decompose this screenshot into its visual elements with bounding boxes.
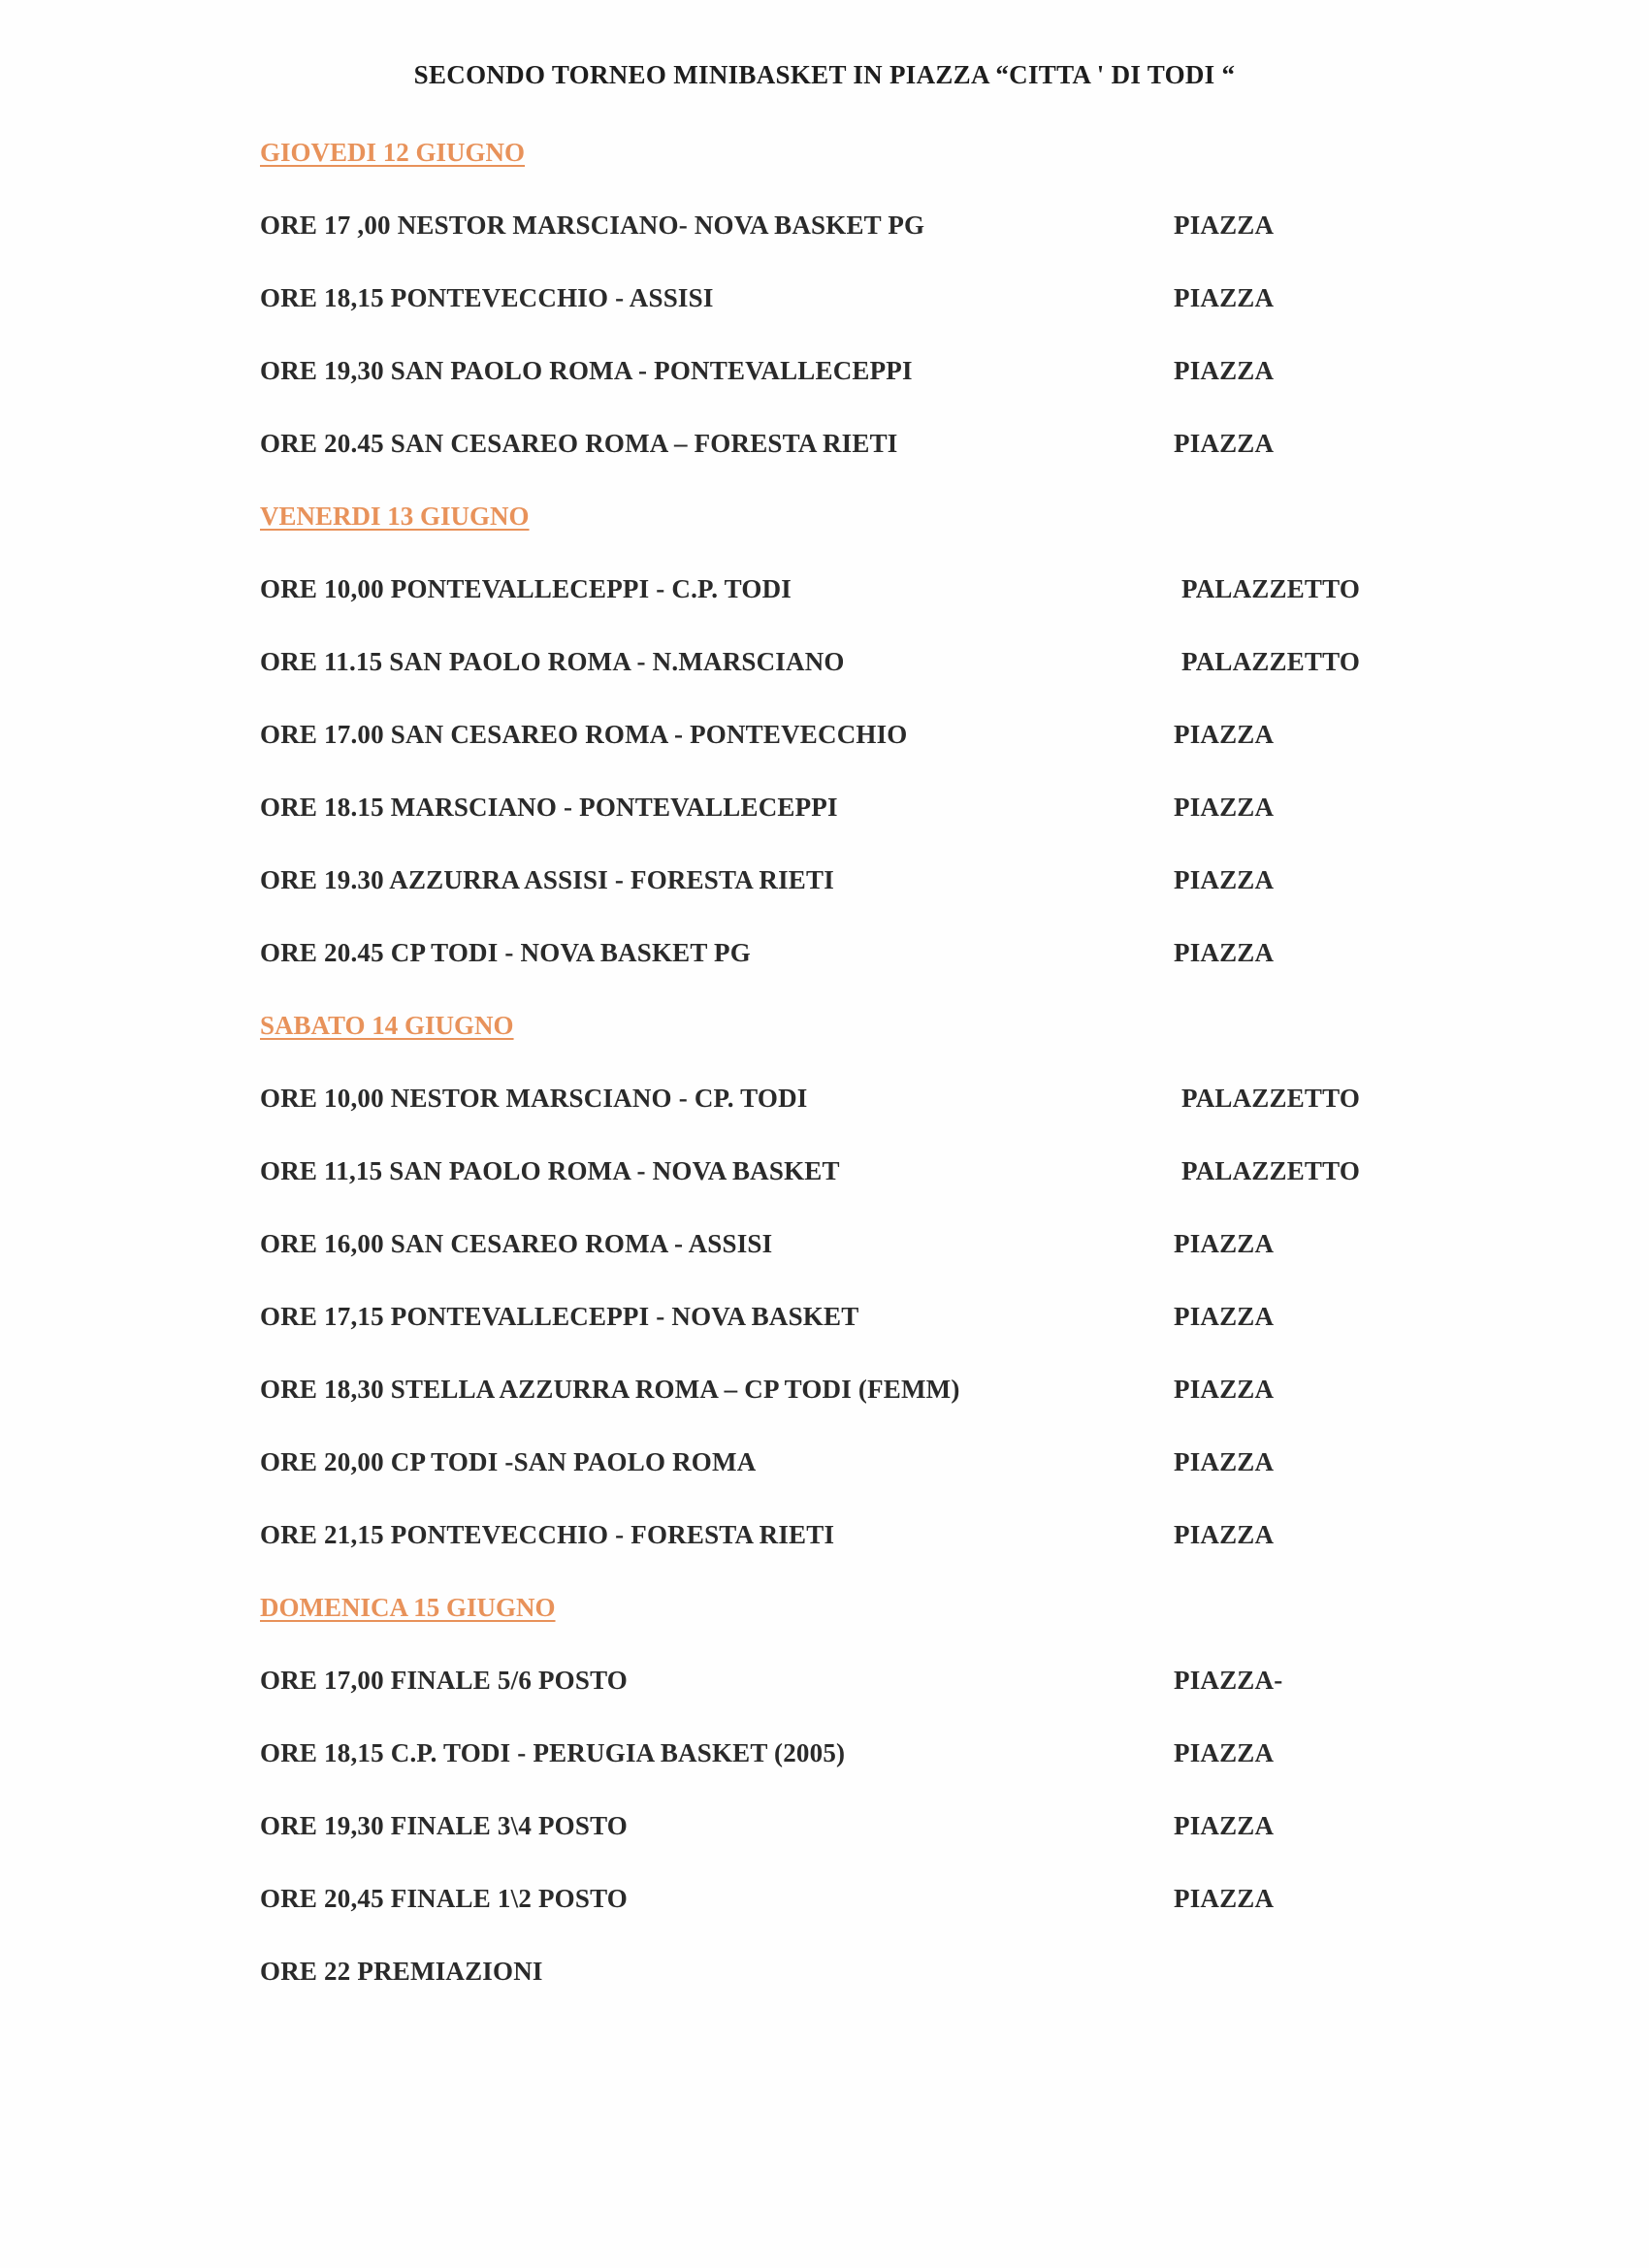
day-heading: GIOVEDI 12 GIUGNO: [260, 138, 526, 167]
match-row: [260, 1874, 1424, 1947]
match-venue: PIAZZA: [1174, 1229, 1275, 1258]
match-venue: PIAZZA: [1174, 1884, 1275, 1913]
match-venue: PALAZZETTO: [1181, 1084, 1361, 1113]
match-venue: PIAZZA: [1174, 429, 1275, 458]
document-title: SECONDO TORNEO MINIBASKET IN PIAZZA “CITTA ' DI TODI “: [413, 60, 1236, 89]
match-venue: PIAZZA: [1174, 1375, 1275, 1404]
match-venue: PIAZZA: [1174, 720, 1275, 749]
schedule: [260, 128, 1424, 2020]
match-row: [260, 565, 1424, 637]
match-venue: PIAZZA: [1174, 1738, 1275, 1767]
match-text: ORE 17.00 SAN CESAREO ROMA - PONTEVECCHIO: [260, 720, 908, 749]
match-text: ORE 20.45 CP TODI - NOVA BASKET PG: [260, 938, 751, 967]
match-row: [260, 928, 1424, 1001]
match-text: ORE 19.30 AZZURRA ASSISI - FORESTA RIETI: [260, 865, 834, 894]
match-text: ORE 18.15 MARSCIANO - PONTEVALLECEPPI: [260, 793, 838, 822]
match-text: ORE 20,00 CP TODI -SAN PAOLO ROMA: [260, 1447, 757, 1476]
match-text: ORE 20,45 FINALE 1\2 POSTO: [260, 1884, 629, 1913]
match-row: [260, 856, 1424, 928]
match-venue: PIAZZA: [1174, 283, 1275, 312]
match-venue: PIAZZA: [1174, 1302, 1275, 1331]
match-venue: PIAZZA-: [1174, 1666, 1283, 1695]
match-text: ORE 17 ,00 NESTOR MARSCIANO- NOVA BASKET PG: [260, 211, 925, 240]
match-row: [260, 1365, 1424, 1438]
match-row: [260, 346, 1424, 419]
match-row: [260, 1510, 1424, 1583]
match-row: [260, 1074, 1424, 1147]
match-text: ORE 18,15 C.P. TODI - PERUGIA BASKET (2005): [260, 1738, 846, 1767]
day-heading: SABATO 14 GIUGNO: [260, 1011, 514, 1040]
match-text: ORE 17,15 PONTEVALLECEPPI - NOVA BASKET: [260, 1302, 859, 1331]
match-text: ORE 19,30 FINALE 3\4 POSTO: [260, 1811, 629, 1840]
match-row: [260, 1438, 1424, 1510]
match-text: ORE 18,30 STELLA AZZURRA ROMA – CP TODI (FEMM): [260, 1375, 960, 1404]
match-text: ORE 18,15 PONTEVECCHIO - ASSISI: [260, 283, 714, 312]
match-venue: PALAZZETTO: [1181, 647, 1361, 676]
match-row: [260, 637, 1424, 710]
match-row: [260, 419, 1424, 492]
match-venue: PIAZZA: [1174, 1520, 1275, 1549]
match-text: ORE 16,00 SAN CESAREO ROMA - ASSISI: [260, 1229, 773, 1258]
match-row: [260, 710, 1424, 783]
match-row: [260, 1219, 1424, 1292]
day-heading: VENERDI 13 GIUGNO: [260, 502, 530, 531]
match-text: ORE 10,00 PONTEVALLECEPPI - C.P. TODI: [260, 574, 792, 603]
match-row: [260, 1656, 1424, 1729]
match-venue: PIAZZA: [1174, 1447, 1275, 1476]
match-venue: PIAZZA: [1174, 793, 1275, 822]
match-venue: PIAZZA: [1174, 938, 1275, 967]
match-text: ORE 21,15 PONTEVECCHIO - FORESTA RIETI: [260, 1520, 835, 1549]
match-venue: PIAZZA: [1174, 211, 1275, 240]
match-text: ORE 19,30 SAN PAOLO ROMA - PONTEVALLECEPPI: [260, 356, 913, 385]
match-text: ORE 20.45 SAN CESAREO ROMA – FORESTA RIETI: [260, 429, 898, 458]
match-text: ORE 11,15 SAN PAOLO ROMA - NOVA BASKET: [260, 1156, 840, 1185]
match-text: ORE 11.15 SAN PAOLO ROMA - N.MARSCIANO: [260, 647, 845, 676]
match-venue: PALAZZETTO: [1181, 574, 1361, 603]
match-row: [260, 1729, 1424, 1801]
match-venue: PIAZZA: [1174, 1811, 1275, 1840]
match-row: [260, 1292, 1424, 1365]
match-row: [260, 1947, 1424, 2020]
day-heading: DOMENICA 15 GIUGNO: [260, 1593, 556, 1622]
match-row: [260, 783, 1424, 856]
match-row: [260, 201, 1424, 274]
match-row: [260, 1801, 1424, 1874]
match-text: ORE 22 PREMIAZIONI: [260, 1957, 543, 1986]
match-venue: PIAZZA: [1174, 865, 1275, 894]
match-text: ORE 10,00 NESTOR MARSCIANO - CP. TODI: [260, 1084, 808, 1113]
match-text: ORE 17,00 FINALE 5/6 POSTO: [260, 1666, 629, 1695]
match-row: [260, 1147, 1424, 1219]
match-venue: PIAZZA: [1174, 356, 1275, 385]
match-venue: PALAZZETTO: [1181, 1156, 1361, 1185]
match-row: [260, 274, 1424, 346]
